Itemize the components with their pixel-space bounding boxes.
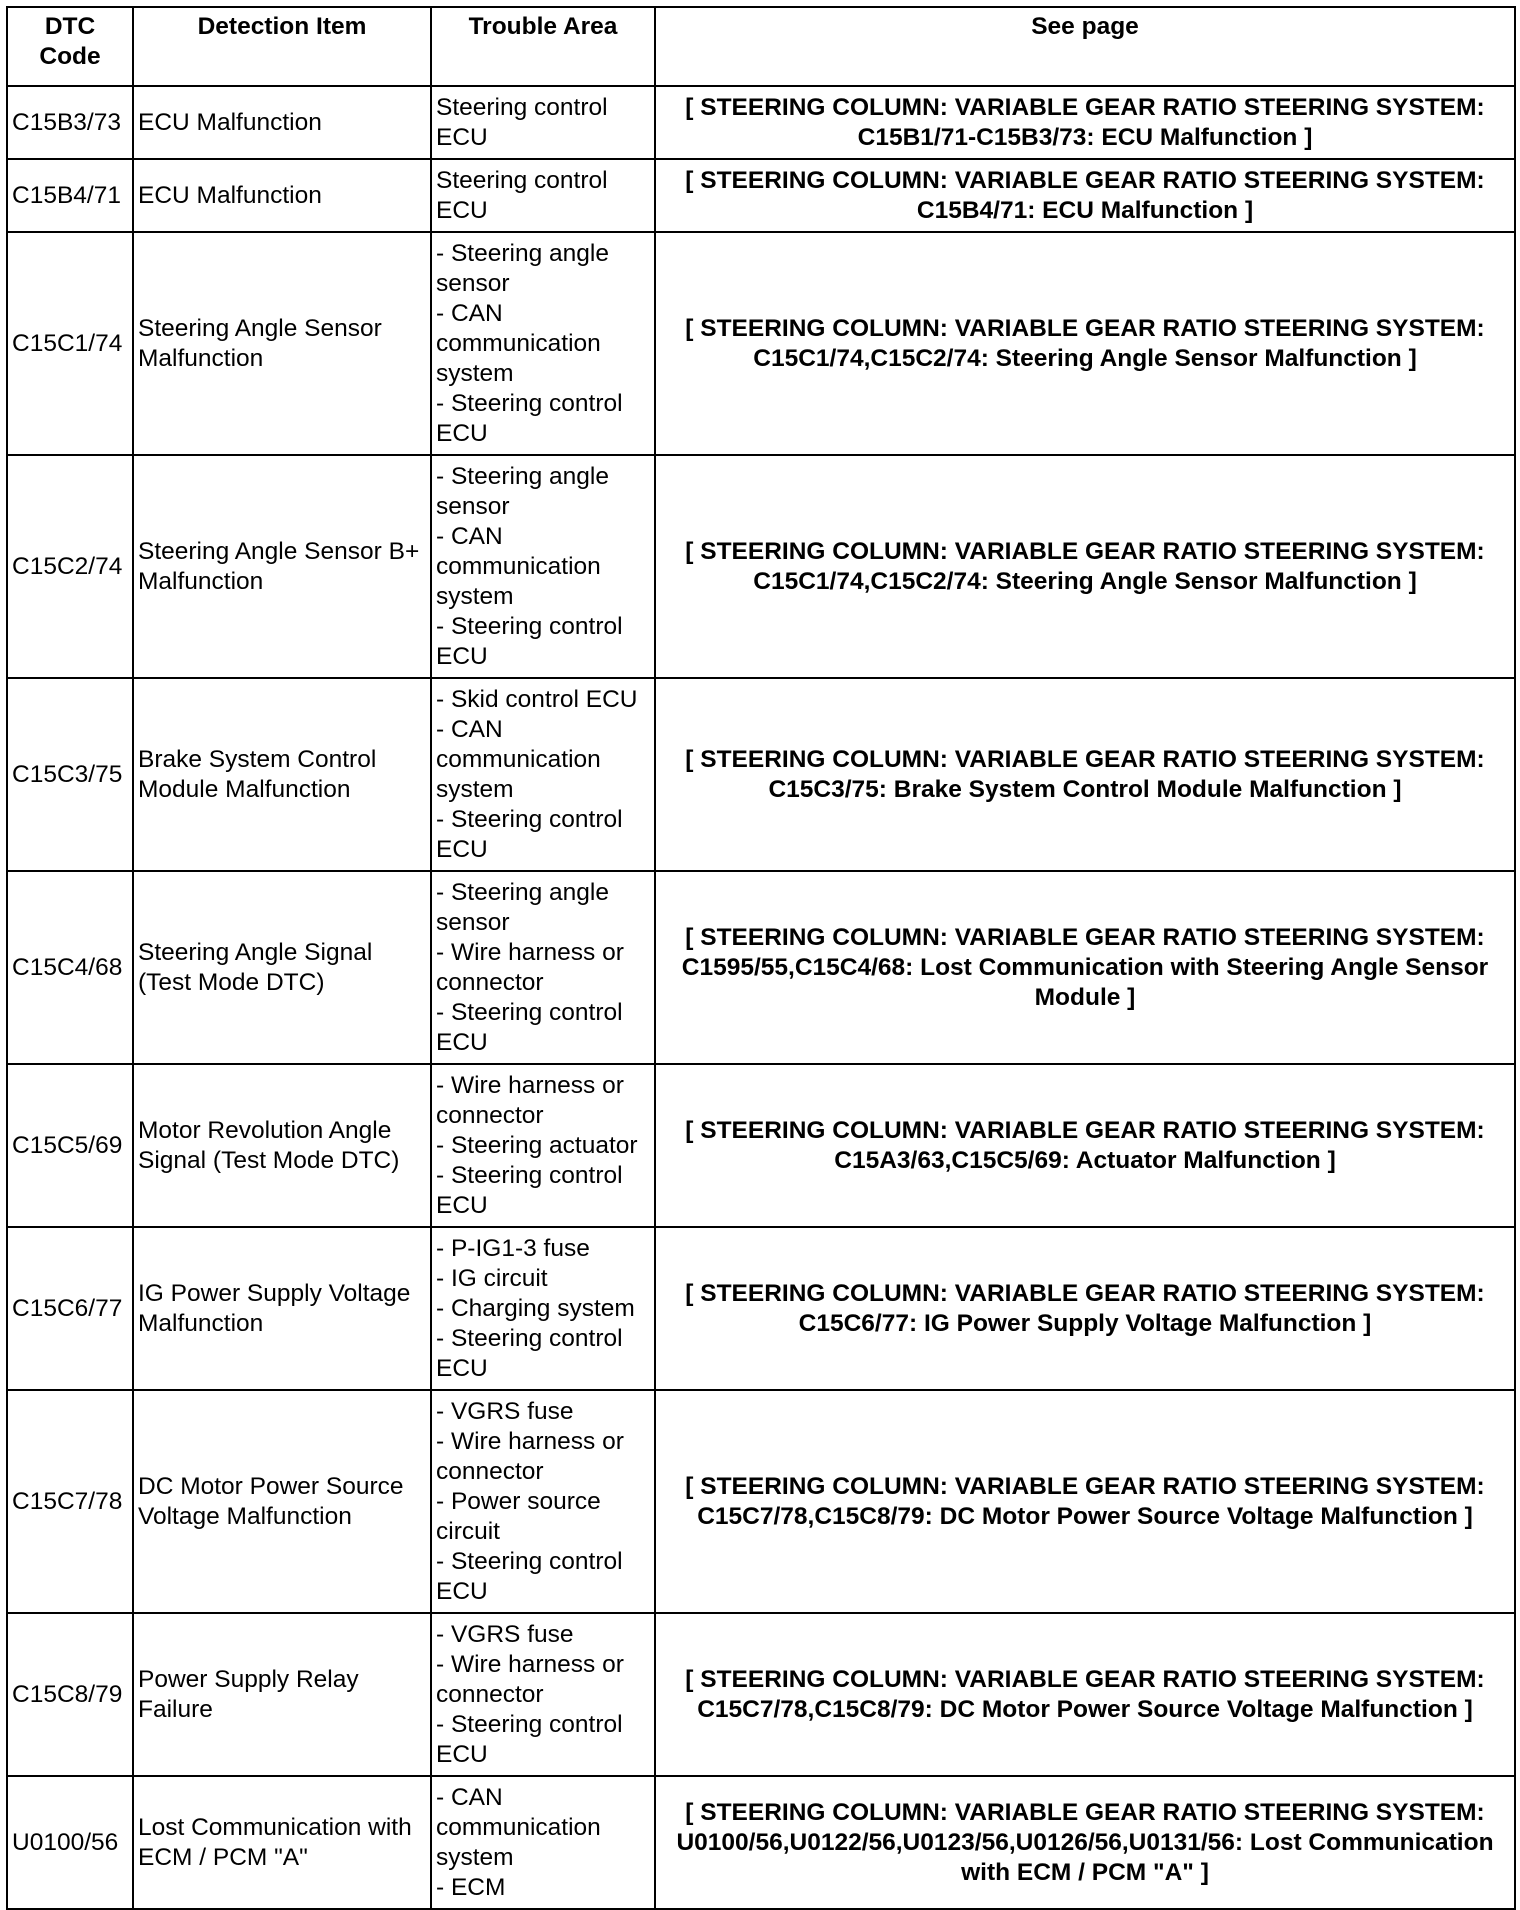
table-row [7,1064,1515,1227]
see-page-link[interactable]: [ STEERING COLUMN: VARIABLE GEAR RATIO STEERING SYSTEM: C15C7/78,C15C8/79: DC Motor Power Source Voltage Malfunction ] [655,1390,1515,1613]
dtc-code-cell: C15C7/78 [7,1390,133,1613]
dtc-code-cell: C15B4/71 [7,159,133,232]
trouble-area-cell: - Wire harness or connector - Steering actuator - Steering control ECU [431,1064,655,1227]
table-row [7,1227,1515,1390]
detection-item-cell: Power Supply Relay Failure [133,1613,431,1776]
detection-item-cell: Steering Angle Sensor B+ Malfunction [133,455,431,678]
trouble-area-cell: - VGRS fuse - Wire harness or connector - Steering control ECU [431,1613,655,1776]
trouble-area-cell: - Steering angle sensor - CAN communication system - Steering control ECU [431,232,655,455]
table-row [7,232,1515,455]
see-page-link[interactable]: [ STEERING COLUMN: VARIABLE GEAR RATIO STEERING SYSTEM: C15C1/74,C15C2/74: Steering Angle Sensor Malfunction ] [655,232,1515,455]
dtc-code-cell: C15C5/69 [7,1064,133,1227]
detection-item-cell: Lost Communication with ECM / PCM "A" [133,1776,431,1909]
trouble-area-cell: - CAN communication system - ECM [431,1776,655,1909]
table-row [7,871,1515,1064]
table-row [7,678,1515,871]
detection-item-cell: Steering Angle Sensor Malfunction [133,232,431,455]
trouble-area-cell: - Steering angle sensor - Wire harness or connector - Steering control ECU [431,871,655,1064]
see-page-link[interactable]: [ STEERING COLUMN: VARIABLE GEAR RATIO STEERING SYSTEM: C15C6/77: IG Power Supply Voltage Malfunction ] [655,1227,1515,1390]
trouble-area-cell: - P-IG1-3 fuse - IG circuit - Charging system - Steering control ECU [431,1227,655,1390]
dtc-code-cell: C15C8/79 [7,1613,133,1776]
see-page-link[interactable]: [ STEERING COLUMN: VARIABLE GEAR RATIO STEERING SYSTEM: C15C7/78,C15C8/79: DC Motor Power Source Voltage Malfunction ] [655,1613,1515,1776]
trouble-area-cell: Steering control ECU [431,159,655,232]
dtc-code-cell: C15C2/74 [7,455,133,678]
table-row [7,86,1515,159]
dtc-code-cell: C15C4/68 [7,871,133,1064]
header-dtc-code-line2: Code [39,43,101,70]
dtc-table [6,6,1516,1910]
detection-item-cell: DC Motor Power Source Voltage Malfunction [133,1390,431,1613]
see-page-link[interactable]: [ STEERING COLUMN: VARIABLE GEAR RATIO STEERING SYSTEM: U0100/56,U0122/56,U0123/56,U0126/56,U0131/56: Lost Communication with ECM / PCM "A" ] [655,1776,1515,1909]
header-see-page: See page [655,7,1515,86]
table-row [7,455,1515,678]
table-row [7,159,1515,232]
see-page-link[interactable]: [ STEERING COLUMN: VARIABLE GEAR RATIO STEERING SYSTEM: C15B4/71: ECU Malfunction ] [655,159,1515,232]
see-page-link[interactable]: [ STEERING COLUMN: VARIABLE GEAR RATIO STEERING SYSTEM: C15A3/63,C15C5/69: Actuator Malfunction ] [655,1064,1515,1227]
see-page-link[interactable]: [ STEERING COLUMN: VARIABLE GEAR RATIO STEERING SYSTEM: C15C1/74,C15C2/74: Steering Angle Sensor Malfunction ] [655,455,1515,678]
header-dtc-code [7,7,133,86]
dtc-code-cell: C15C3/75 [7,678,133,871]
detection-item-cell: Steering Angle Signal (Test Mode DTC) [133,871,431,1064]
detection-item-cell: ECU Malfunction [133,86,431,159]
table-row [7,1390,1515,1613]
detection-item-cell: IG Power Supply Voltage Malfunction [133,1227,431,1390]
header-dtc-code-line1: DTC [44,13,96,40]
header-detection-item: Detection Item [133,7,431,86]
dtc-code-cell: C15B3/73 [7,86,133,159]
see-page-link[interactable]: [ STEERING COLUMN: VARIABLE GEAR RATIO STEERING SYSTEM: C15B1/71-C15B3/73: ECU Malfunction ] [655,86,1515,159]
detection-item-cell: Brake System Control Module Malfunction [133,678,431,871]
table-row [7,1613,1515,1776]
trouble-area-cell: - Skid control ECU - CAN communication system - Steering control ECU [431,678,655,871]
detection-item-cell: ECU Malfunction [133,159,431,232]
dtc-code-cell: U0100/56 [7,1776,133,1909]
trouble-area-cell: - VGRS fuse - Wire harness or connector - Power source circuit - Steering control ECU [431,1390,655,1613]
trouble-area-cell: - Steering angle sensor - CAN communication system - Steering control ECU [431,455,655,678]
table-row [7,1776,1515,1909]
see-page-link[interactable]: [ STEERING COLUMN: VARIABLE GEAR RATIO STEERING SYSTEM: C1595/55,C15C4/68: Lost Communication with Steering Angle Sensor Module ] [655,871,1515,1064]
detection-item-cell: Motor Revolution Angle Signal (Test Mode DTC) [133,1064,431,1227]
see-page-link[interactable]: [ STEERING COLUMN: VARIABLE GEAR RATIO STEERING SYSTEM: C15C3/75: Brake System Control Module Malfunction ] [655,678,1515,871]
table-header-row [7,7,1515,86]
dtc-code-cell: C15C1/74 [7,232,133,455]
dtc-code-cell: C15C6/77 [7,1227,133,1390]
trouble-area-cell: Steering control ECU [431,86,655,159]
header-trouble-area: Trouble Area [431,7,655,86]
